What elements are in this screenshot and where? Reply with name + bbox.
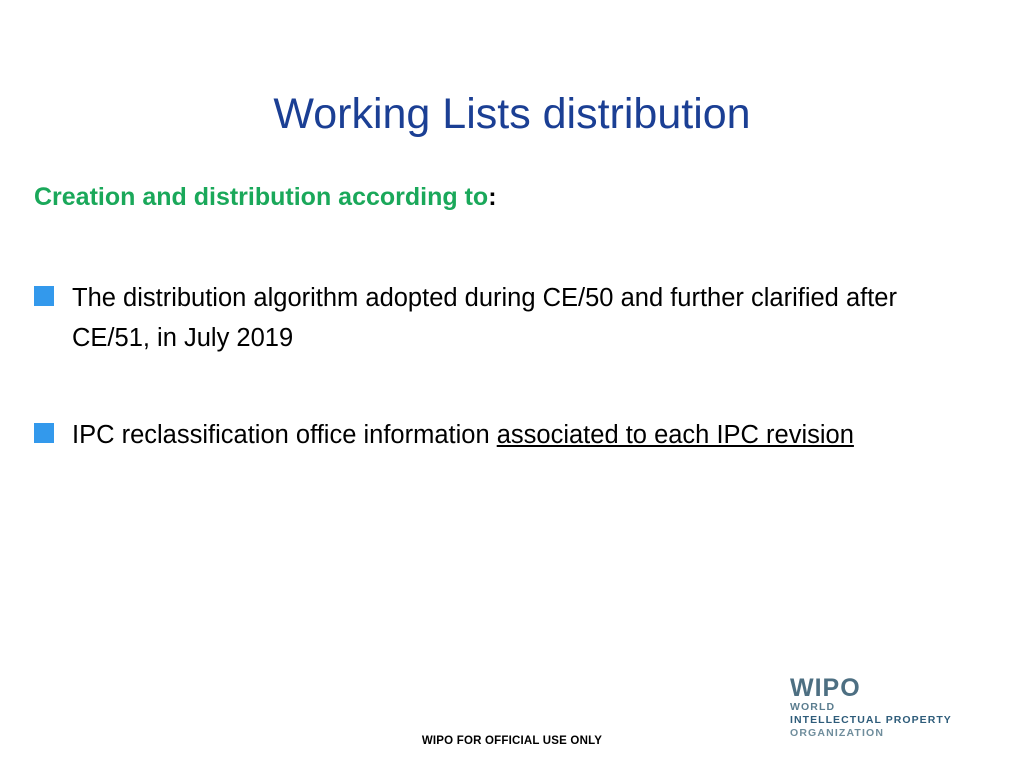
logo-line-organization: ORGANIZATION (790, 727, 885, 740)
square-bullet-icon (34, 423, 54, 443)
logo-line-intellectual-property: INTELLECTUAL PROPERTY (790, 714, 952, 727)
square-bullet-icon (34, 286, 54, 306)
bullet-list (34, 278, 964, 511)
list-item-text (72, 415, 854, 455)
list-item-segment-underlined: associated to each IPC revision (496, 420, 854, 449)
list-item-text (72, 278, 952, 359)
logo-wordmark: WIPO (790, 674, 861, 702)
logo-line-world: WORLD (790, 701, 836, 713)
subtitle (34, 183, 497, 212)
subtitle-highlight: Creation and distribution according to (34, 183, 489, 211)
subtitle-tail: : (488, 183, 497, 211)
wipo-logo (790, 676, 990, 740)
list-item-segment: The distribution algorithm adopted during CE/50 and further clarified after CE/51, in July 2019 (72, 284, 897, 353)
footer-note: WIPO FOR OFFICIAL USE ONLY (421, 735, 603, 747)
page-title: Working Lists distribution (273, 89, 751, 138)
list-item (34, 278, 964, 359)
list-item (34, 415, 964, 455)
list-item-segment: IPC reclassification office information (72, 420, 497, 449)
